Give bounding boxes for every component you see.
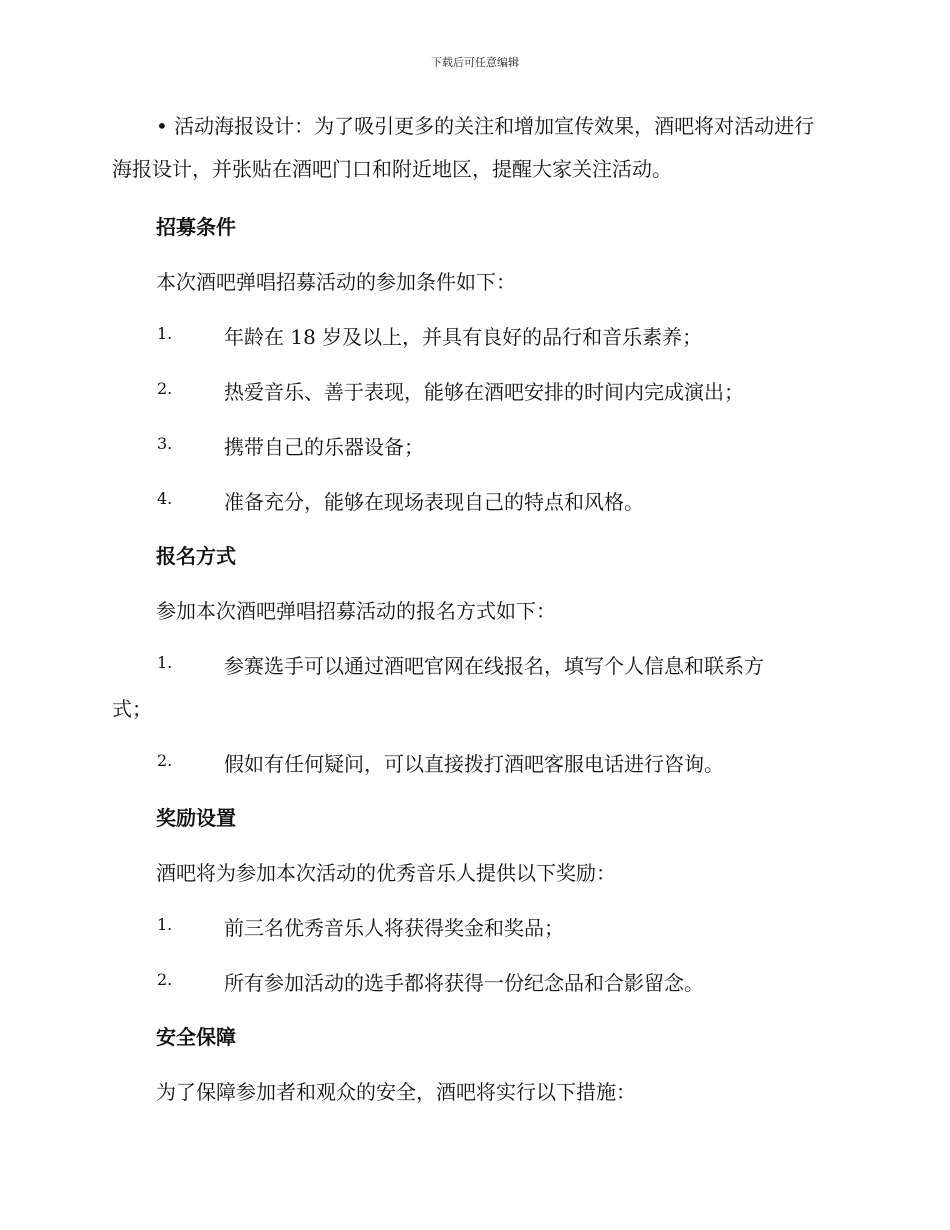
signup-lead: 参加本次酒吧弹唱招募活动的报名方式如下： (156, 599, 556, 623)
list-item-number: 1. (157, 653, 173, 672)
section-heading-recruit: 招募条件 (156, 215, 236, 239)
list-item-number: 2. (157, 970, 173, 989)
safety-lead: 为了保障参加者和观众的安全，酒吧将实行以下措施： (156, 1080, 636, 1104)
list-item: 准备充分，能够在现场表现自己的特点和风格。 (224, 490, 644, 514)
page-header: 下载后可任意编辑 (431, 56, 519, 69)
section-heading-signup: 报名方式 (156, 544, 236, 568)
list-item-number: 2. (157, 751, 173, 770)
list-item-number: 4. (157, 489, 173, 508)
list-item: 所有参加活动的选手都将获得一份纪念品和合影留念。 (224, 971, 704, 995)
list-item: 携带自己的乐器设备； (224, 435, 424, 459)
list-item: 年龄在 18 岁及以上，并具有良好的品行和音乐素养； (224, 325, 703, 349)
section-heading-rewards: 奖励设置 (156, 806, 236, 830)
list-item-continuation: 式； (112, 697, 152, 721)
recruit-lead: 本次酒吧弹唱招募活动的参加条件如下： (156, 270, 516, 294)
list-item: 参赛选手可以通过酒吧官网在线报名，填写个人信息和联系方 (224, 654, 764, 678)
list-item-number: 1. (157, 915, 173, 934)
list-item-number: 1. (157, 324, 173, 343)
section-heading-safety: 安全保障 (156, 1025, 236, 1049)
list-item: 前三名优秀音乐人将获得奖金和奖品； (224, 916, 564, 940)
rewards-lead: 酒吧将为参加本次活动的优秀音乐人提供以下奖励： (156, 861, 616, 885)
list-item: 假如有任何疑问，可以直接拨打酒吧客服电话进行咨询。 (224, 752, 724, 776)
list-item: 热爱音乐、善于表现，能够在酒吧安排的时间内完成演出； (224, 380, 744, 404)
list-item-number: 3. (157, 434, 173, 453)
intro-paragraph: • 活动海报设计：为了吸引更多的关注和增加宣传效果，酒吧将对活动进行海报设计，并张贴在酒吧门口和附近地区，提醒大家关注活动。 (112, 114, 815, 181)
list-item-number: 2. (157, 379, 173, 398)
